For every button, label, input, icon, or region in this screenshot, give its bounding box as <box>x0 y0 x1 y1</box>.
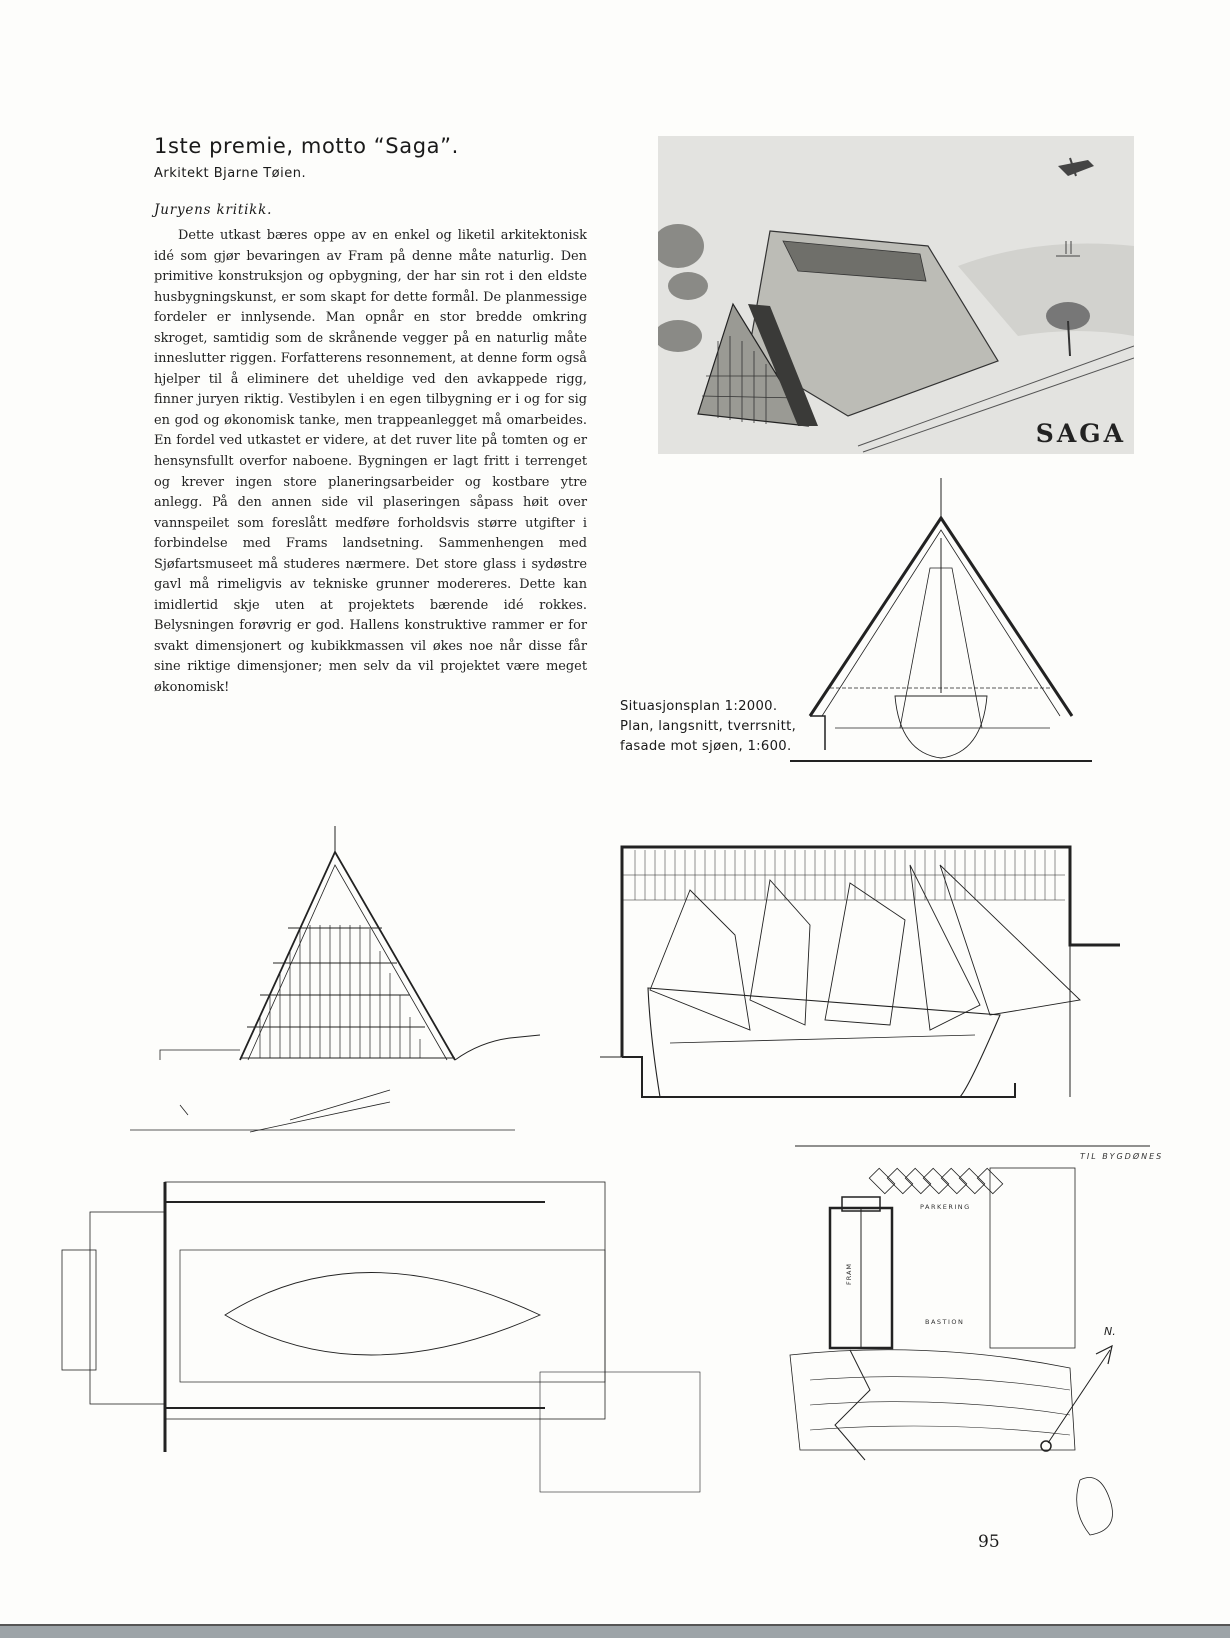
road-label: TIL BYGDØNES <box>1080 1152 1164 1161</box>
rendering-motto-label: SAGA <box>1035 419 1126 448</box>
body-paragraph: Dette utkast bæres oppe av en enkel og liketil arkitektonisk idé som gjør bevaringen av Fram på denne måte naturlig. Den primitive konstruksjon og opbygning, der har sin rot i den eldste husbygningskunst, er som skapt for dette formål. De planmessige fordeler er innlysende. Man opnår en stor bredde omkring skroget, samtidig som de skrånende vegger på en naturlig måte inneslutter riggen. Forfatterens resonnement, at denne form også hjelper til å eliminere det uheldige ved den avkappede rigg, finner juryen riktig. Vestibylen i en egen tilbygning er i og for sig en god og økonomisk tanke, men trappeanlegget må omarbeides. En fordel ved utkastet er videre, at det ruver lite på tomten og er hensynsfullt overfor naboene. Bygningen er lagt fritt i terrenget og krever ingen store planeringsarbeider og kostbare ytre anlegg. På den annen side vil plaseringen såpass høit over vannspeilet som foreslått medføre forholdsvis større utgifter i forbindelse med Frams landsetning. Sammenhengen med Sjøfartsmuseet må studeres nærmere. Det store glass i sydøstre gavl må rimeligvis av tekniske grunner modereres. Dette kan imidlertid skje uten at projektets bærende idé rokkes. Belysningen forøvrig er god. Hallens konstruktive rammer er for svakt dimensjonert og kubikkmassen vil økes noe når disse får sine riktige dimensjoner; men selv da vil projektet være meget økonomisk! <box>154 228 587 696</box>
north-label: N. <box>1104 1325 1116 1338</box>
longitudinal-section-drawing <box>600 835 1140 1105</box>
parking-spaces <box>869 1168 1002 1193</box>
parking-space <box>887 1168 912 1193</box>
parking-space <box>923 1168 948 1193</box>
building-label: FRAM <box>845 1262 854 1286</box>
ship-outline <box>225 1273 540 1356</box>
parking-space <box>959 1168 984 1193</box>
bastion-label: BASTION <box>925 1318 965 1326</box>
perspective-rendering <box>658 136 1134 454</box>
north-arrow-icon <box>1041 1346 1112 1451</box>
parking-space <box>905 1168 930 1193</box>
caption-line-drawings: Plan, langsnitt, tverrsnitt, <box>620 719 797 734</box>
jury-critique-body <box>154 226 587 699</box>
facade-drawing <box>160 820 520 1150</box>
floor-plan-drawing <box>60 1140 680 1540</box>
parking-label: PARKERING <box>920 1203 971 1211</box>
parking-space <box>941 1168 966 1193</box>
caption-line-site-plan: Situasjonsplan 1:2000. <box>620 699 778 714</box>
page-number: 95 <box>978 1532 1000 1552</box>
tree-left-icon <box>658 224 708 352</box>
cross-section-drawing <box>800 478 1060 763</box>
caption-line-facade: fasade mot sjøen, 1:600. <box>620 739 792 754</box>
site-plan-drawing <box>790 1140 1210 1540</box>
glazing-grid <box>240 928 455 1058</box>
rendering-drawing <box>658 136 1134 454</box>
jury-critique-heading: Juryens kritikk. <box>154 202 273 218</box>
article-title: 1ste premie, motto “Saga”. <box>154 134 459 158</box>
airplane-icon <box>1058 158 1094 176</box>
architect-byline: Arkitekt Bjarne Tøien. <box>154 166 307 181</box>
parking-space <box>869 1168 894 1193</box>
drawings-caption <box>620 697 796 757</box>
